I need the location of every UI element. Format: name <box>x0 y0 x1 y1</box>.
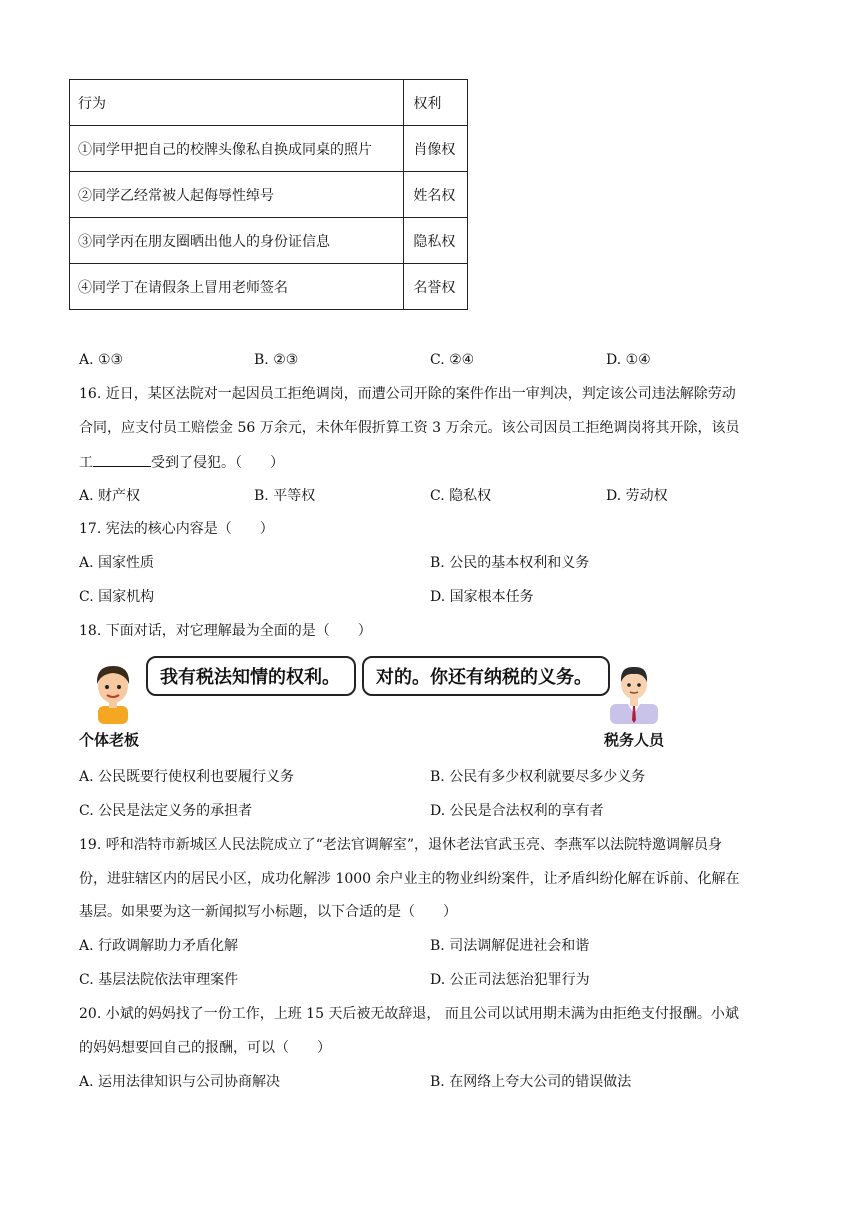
option-a[interactable]: A. 国家性质 <box>79 555 155 571</box>
question-16-line <box>79 452 284 473</box>
table-cell: ②同学乙经常被人起侮辱性绰号 <box>70 172 404 218</box>
table-header-cell: 权利 <box>404 80 468 126</box>
option-d[interactable]: D. 公民是合法权利的享有者 <box>430 803 604 819</box>
question-20-line: 的妈妈想要回自己的报酬，可以（ ） <box>79 1040 331 1056</box>
table-row <box>70 218 468 264</box>
option-a[interactable]: A. 运用法律知识与公司协商解决 <box>79 1074 281 1090</box>
table-header-row <box>70 80 468 126</box>
option-c[interactable]: C. 隐私权 <box>430 488 492 504</box>
option-b[interactable]: B. 公民有多少权利就要尽多少义务 <box>430 769 646 785</box>
question-19-line: 基层。如果要为这一新闻拟写小标题，以下合适的是（ ） <box>79 904 457 920</box>
table-cell: ③同学丙在朋友圈晒出他人的身份证信息 <box>70 218 404 264</box>
question-16-text: 受到了侵犯。（ ） <box>151 455 284 471</box>
option-b[interactable]: B. 在网络上夸大公司的错误做法 <box>430 1074 632 1090</box>
option-a[interactable]: A. 行政调解助力矛盾化解 <box>79 938 239 954</box>
table-row <box>70 264 468 310</box>
option-a[interactable]: A. ①③ <box>79 352 124 368</box>
question-17-stem: 17. 宪法的核心内容是（ ） <box>79 521 274 537</box>
option-c[interactable]: C. 基层法院依法审理案件 <box>79 972 239 988</box>
question-16-line: 16. 近日，某区法院对一起因员工拒绝调岗，而遭公司开除的案件作出一审判决，判定该公司违法解除劳动 <box>79 386 736 402</box>
question-18-stem: 18. 下面对话，对它理解最为全面的是（ ） <box>79 623 372 639</box>
rights-table <box>69 79 468 310</box>
option-b[interactable]: B. 平等权 <box>254 488 316 504</box>
question-20-line: 20. 小斌的妈妈找了一份工作，上班 15 天后被无故辞退， 而且公司以试用期未满为由拒绝支付报酬。小斌 <box>79 1006 739 1022</box>
question-19-line: 19. 呼和浩特市新城区人民法院成立了“老法官调解室”，退休老法官武玉亮、李燕军以法院特邀调解员身 <box>79 837 723 853</box>
option-c[interactable]: C. 公民是法定义务的承担者 <box>79 803 253 819</box>
speaker-label-right: 税务人员 <box>604 731 665 749</box>
speech-bubble-left: 我有税法知情的权利。 <box>146 656 356 696</box>
option-d[interactable]: D. ①④ <box>606 352 651 368</box>
question-16-line: 合同，应支付员工赔偿金 56 万余元，未休年假折算工资 3 万余元。该公司因员工拒绝调岗将其开除，该员 <box>79 420 740 436</box>
option-d[interactable]: D. 劳动权 <box>606 488 668 504</box>
table-cell: ①同学甲把自己的校牌头像私自换成同桌的照片 <box>70 126 404 172</box>
table-cell: 隐私权 <box>404 218 468 264</box>
option-b[interactable]: B. 公民的基本权利和义务 <box>430 555 590 571</box>
option-c[interactable]: C. ②④ <box>430 352 475 368</box>
option-b[interactable]: B. ②③ <box>254 352 299 368</box>
table-row <box>70 126 468 172</box>
question-19-line: 份，进驻辖区内的居民小区，成功化解涉 1000 余户业主的物业纠纷案件，让矛盾纠纷化解在诉前、化解在 <box>79 871 740 887</box>
option-b[interactable]: B. 司法调解促进社会和谐 <box>430 938 590 954</box>
option-a[interactable]: A. 财产权 <box>79 488 141 504</box>
table-cell: 肖像权 <box>404 126 468 172</box>
answer-blank <box>93 452 151 467</box>
table-cell: ④同学丁在请假条上冒用老师签名 <box>70 264 404 310</box>
question-16-text: 工 <box>79 455 93 471</box>
table-header-cell: 行为 <box>70 80 404 126</box>
table-row <box>70 172 468 218</box>
table-cell: 姓名权 <box>404 172 468 218</box>
speaker-label-left: 个体老板 <box>79 731 140 749</box>
option-c[interactable]: C. 国家机构 <box>79 589 155 605</box>
table-cell: 名誉权 <box>404 264 468 310</box>
option-d[interactable]: D. 公正司法惩治犯罪行为 <box>430 972 590 988</box>
tax-officer-avatar-icon <box>606 660 662 724</box>
boss-avatar-icon <box>92 660 134 724</box>
option-d[interactable]: D. 国家根本任务 <box>430 589 534 605</box>
option-a[interactable]: A. 公民既要行使权利也要履行义务 <box>79 769 295 785</box>
speech-bubble-right: 对的。你还有纳税的义务。 <box>362 656 610 696</box>
